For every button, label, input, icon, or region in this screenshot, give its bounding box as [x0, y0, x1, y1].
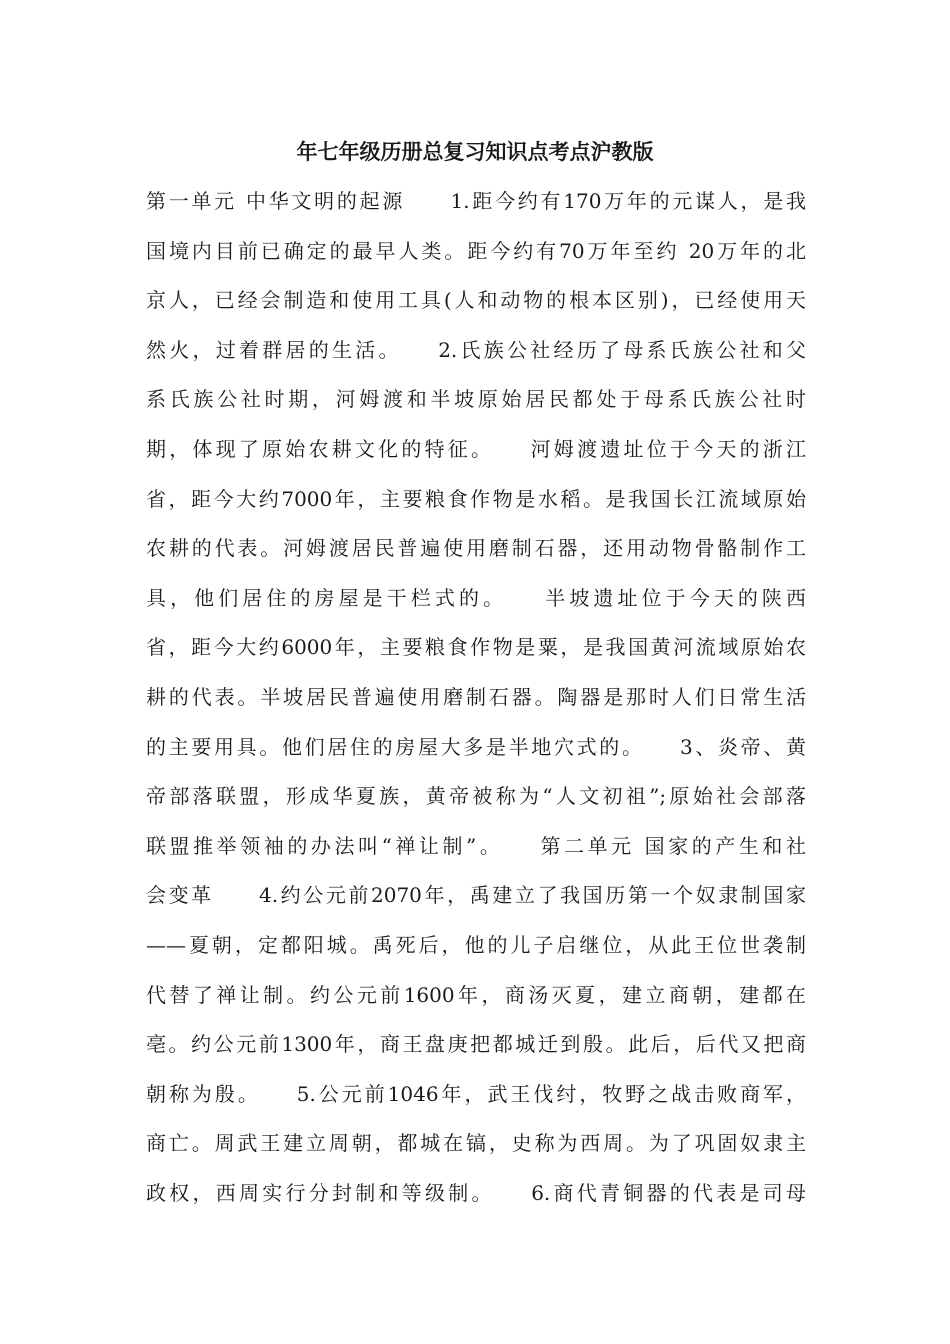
body-line-7: 省，距今大约7000年，主要粮食作物是水稻。是我国长江流域原始 — [146, 486, 806, 511]
body-line-20: 商亡。周武王建立周朝，都城在镐，史称为西周。为了巩固奴隶主 — [146, 1131, 806, 1156]
body-line-2: 国境内目前已确定的最早人类。距今约有70万年至约 20万年的北 — [146, 238, 806, 263]
document-body — [146, 177, 806, 1218]
body-line-19: 朝称为殷。 5.公元前1046年，武王伐纣，牧野之战击败商军， — [146, 1081, 806, 1106]
body-line-21: 政权，西周实行分封制和等级制。 6.商代青铜器的代表是司母 — [146, 1180, 806, 1205]
body-line-18: 亳。约公元前1300年，商王盘庚把都城迁到殷。此后，后代又把商 — [146, 1032, 806, 1057]
body-line-10: 省，距今大约6000年，主要粮食作物是粟，是我国黄河流域原始农 — [146, 635, 806, 660]
body-line-11: 耕的代表。半坡居民普遍使用磨制石器。陶器是那时人们日常生活 — [146, 684, 806, 709]
body-line-14: 联盟推举领袖的办法叫“禅让制”。 第二单元 国家的产生和社 — [146, 833, 806, 858]
body-line-9: 具，他们居住的房屋是干栏式的。 半坡遗址位于今天的陕西 — [146, 585, 806, 610]
body-line-1: 第一单元 中华文明的起源 1.距今约有170万年的元谋人，是我 — [146, 189, 806, 213]
body-line-6: 期，体现了原始农耕文化的特征。 河姆渡遗址位于今天的浙江 — [146, 436, 806, 461]
body-line-17: 代替了禅让制。约公元前1600年，商汤灭夏，建立商朝，建都在 — [146, 982, 806, 1007]
body-line-15: 会变革 4.约公元前2070年，禹建立了我国历第一个奴隶制国家 — [146, 883, 806, 908]
body-line-3: 京人，已经会制造和使用工具(人和动物的根本区别)，已经使用天 — [146, 288, 806, 313]
body-line-4: 然火，过着群居的生活。 2.氏族公社经历了母系氏族公社和父 — [146, 337, 806, 362]
body-line-12: 的主要用具。他们居住的房屋大多是半地穴式的。 3、炎帝、黄 — [146, 734, 806, 759]
body-line-8: 农耕的代表。河姆渡居民普遍使用磨制石器，还用动物骨骼制作工 — [146, 536, 806, 561]
body-line-13: 帝部落联盟，形成华夏族，黄帝被称为“人文初祖”;原始社会部落 — [146, 784, 806, 809]
body-line-16: ——夏朝，定都阳城。禹死后，他的儿子启继位，从此王位世袭制 — [146, 932, 806, 957]
body-line-5: 系氏族公社时期，河姆渡和半坡原始居民都处于母系氏族公社时 — [146, 387, 806, 412]
document-title: 年七年级历册总复习知识点考点沪教版 — [296, 140, 654, 164]
